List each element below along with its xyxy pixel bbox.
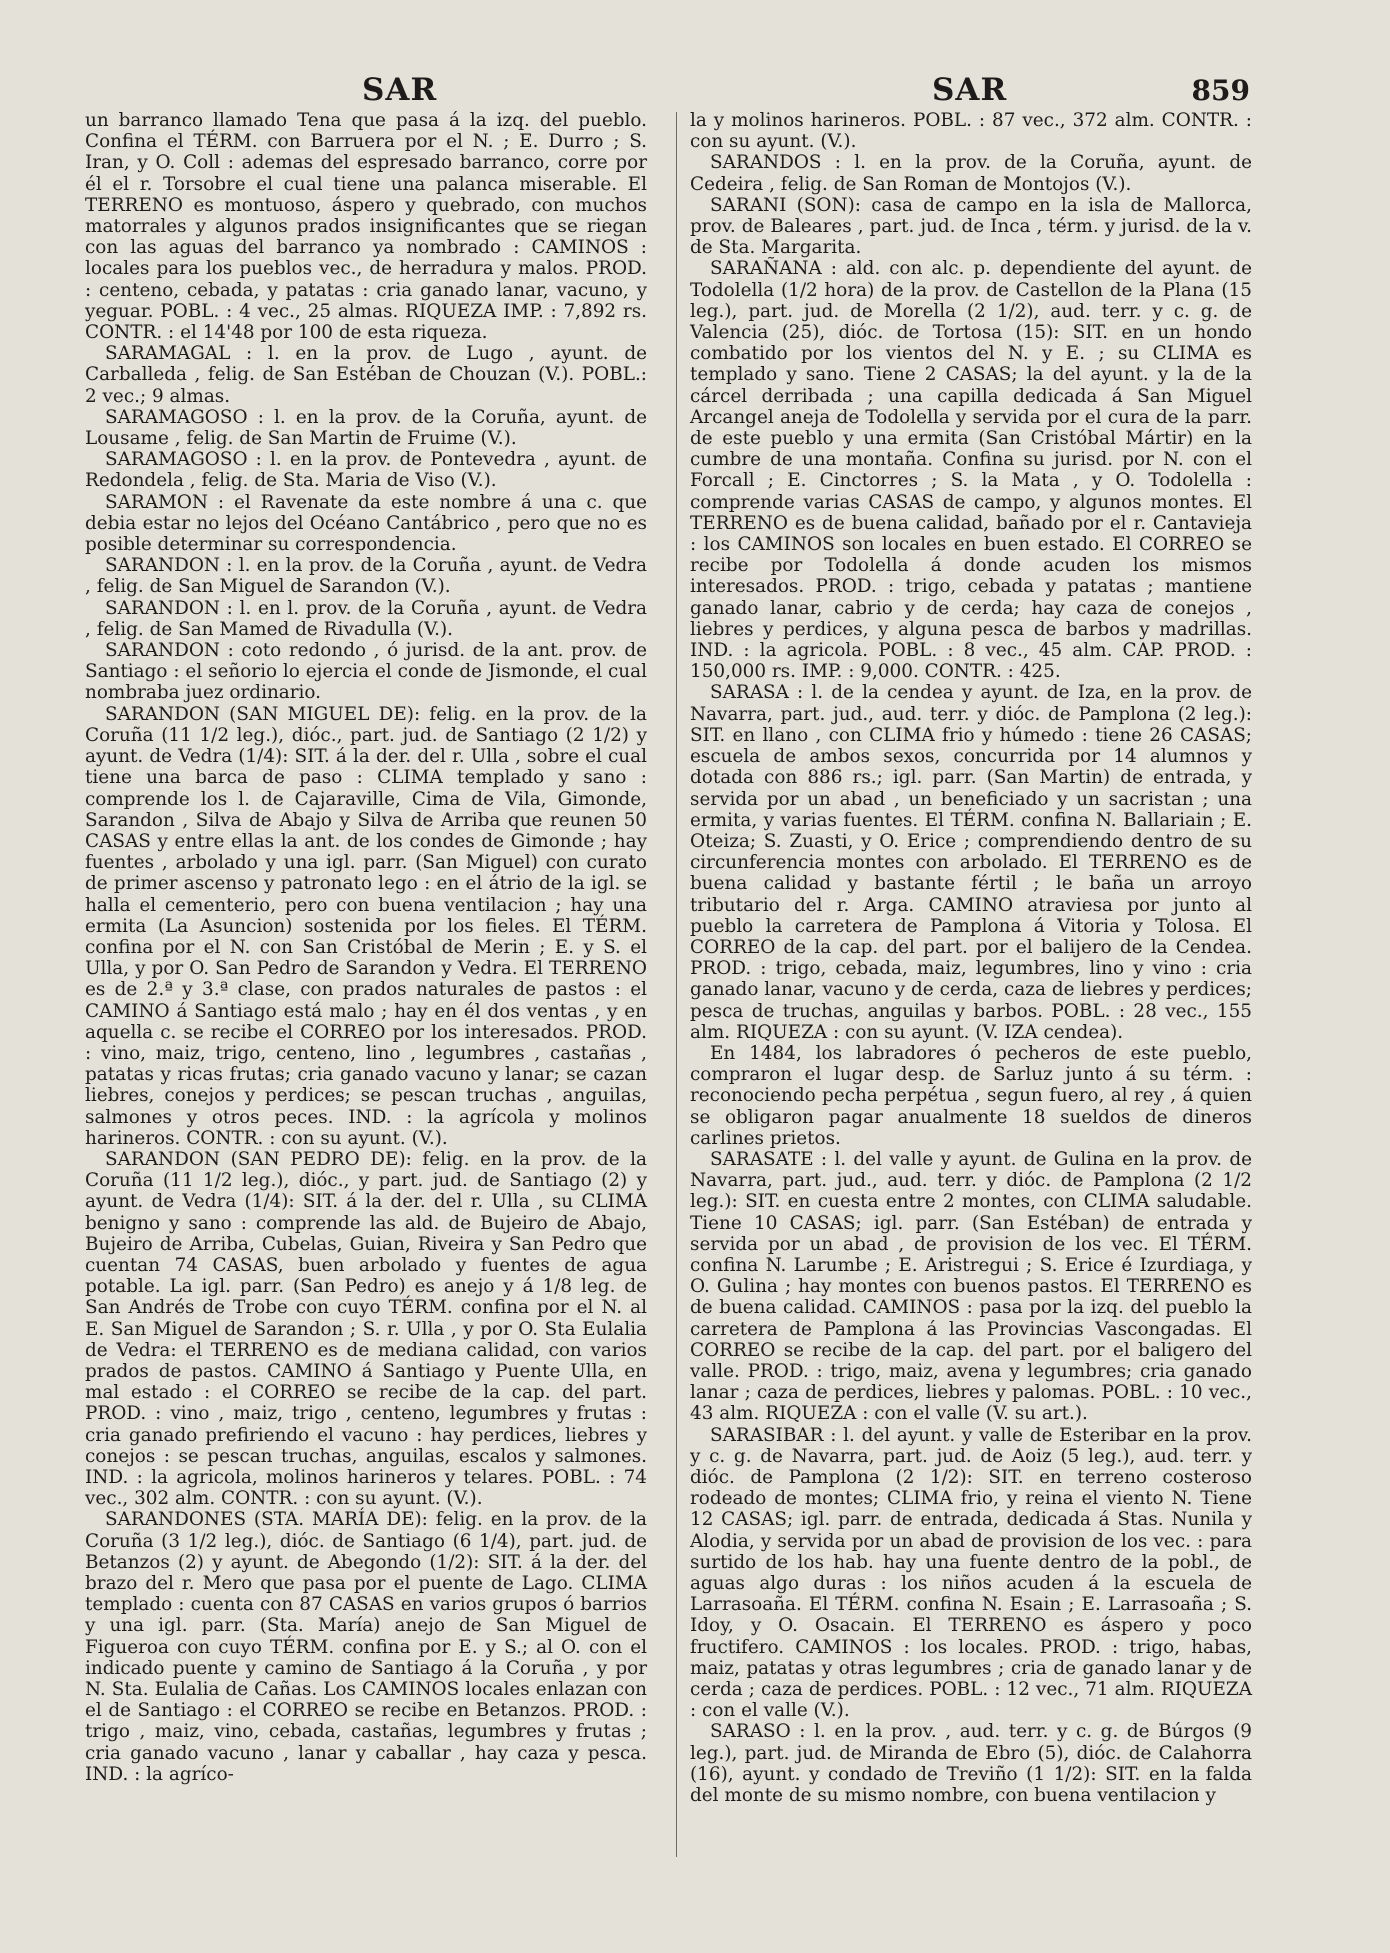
entry-saramagoso-coruna: SARAMAGOSO : l. en la prov. de la Coruña, ayunt. de Lousame , felig. de San Martin de Fruime (V.).: [85, 406, 647, 450]
running-head-left: SAR: [362, 72, 438, 108]
page-number: 859: [1191, 74, 1250, 107]
left-column: [85, 110, 647, 1785]
entry-saramagoso-pontevedra: SARAMAGOSO : l. en la prov. de Pontevedra , ayunt. de Redondela , felig. de Sta. Maria de Viso (V.).: [85, 449, 647, 492]
entry-sarani: SARANI (SON): casa de campo en la isla de Mallorca, prov. de Baleares , part. jud. de Inca , térm. y jurisd. de la v. de Sta. Margarita.: [690, 194, 1252, 259]
entry-continuation: un barranco llamado Tena que pasa á la izq. del pueblo. Confina el TÉRM. con Barruera por el N. ; E. Durro ; S. Iran, y O. Coll : ademas del espresado barranco, corre por él el r. Torsobre el cual tiene una palanca miserable. El TERRENO es montuoso, áspero y quebrado, con muchos matorrales y algunos prados insignificantes que se riegan con las aguas del barranco ya nombrado : CAMINOS : locales para los pueblos vec., de herradura y malos. PROD. : centeno, cebada, y patatas : cria ganado lanar, vacuno, y yeguar. POBL. : 4 vec., 25 almas. RIQUEZA IMP. : 7,892 rs. CONTR. : el 14'48 por 100 de esta riqueza.: [85, 110, 647, 344]
column-divider: [676, 112, 677, 1857]
entry-sarasate: SARASATE : l. del valle y ayunt. de Gulina en la prov. de Navarra, part. jud., aud. terr. y dióc. de Pamplona (2 1/2 leg.): SIT. en cuesta entre 2 montes, con CLIMA saludable. Tiene 10 CASAS; igl. parr. (San Estéban) de entrada y servida por un abad , de provision de los vec. El TÉRM. confina N. Larumbe ; E. Aristregui ; S. Erice é Izurdiaga, y O. Gulina ; hay montes con buenos pastos. El TERRENO es de buena calidad. CAMINOS : pasa por la izq. del pueblo la carretera de Pamplona á las Provincias Vascongadas. El CORREO se recibe de la cap. del part. por el baligero del valle. PROD. : trigo, maiz, avena y legumbres; cria ganado lanar ; caza de perdices, liebres y palomas. POBL. : 10 vec., 43 alm. RIQUEZA : con el valle (V. su art.).: [690, 1148, 1252, 1425]
entry-sarandon-san-pedro: SARANDON (SAN PEDRO DE): felig. en la prov. de la Coruña (11 1/2 leg.), dióc., y part. jud. de Santiago (2) y ayunt. de Vedra (1/4): SIT. á la der. del r. Ulla , su CLIMA benigno y sano : comprende las ald. de Bujeiro de Abajo, Bujeiro de Arriba, Cubelas, Guian, Riveira y San Pedro que cuentan 74 CASAS, buen arbolado y fuentes de agua potable. La igl. parr. (San Pedro) es anejo y á 1/8 leg. de San Andrés de Trobe con cuyo TÉRM. confina por el N. al E. San Miguel de Sarandon ; S. r. Ulla , y por O. Sta Eulalia de Vedra: el TERRENO es de mediana calidad, con varios prados de pastos. CAMINO á Santiago y Puente Ulla, en mal estado : el CORREO se recibe de la cap. del part. PROD. : vino , maiz, trigo , centeno, legumbres y frutas : cria ganado prefiriendo el vacuno : hay perdices, liebres y conejos : se pescan truchas, anguilas, escalos y salmones. IND. : la agricola, molinos harineros y telares. POBL. : 74 vec., 302 alm. CONTR. : con su ayunt. (V.).: [85, 1148, 647, 1510]
entry-sarandon-coto: SARANDON : coto redondo , ó jurisd. de la ant. prov. de Santiago : el señorio lo ejercia el conde de Jismonde, el cual nombraba juez ordinario.: [85, 640, 647, 704]
entry-saraso: SARASO : l. en la prov. , aud. terr. y c. g. de Búrgos (9 leg.), part. jud. de Miranda de Ebro (5), dióc. de Calahorra (16), ayunt. y condado de Treviño (1 1/2): SIT. en la falda del monte de su mismo nombre, con buena ventilacion y: [690, 1721, 1252, 1807]
running-head-right: SAR: [932, 72, 1008, 108]
entry-sarandon-2: SARANDON : l. en l. prov. de la Coruña , ayunt. de Vedra , felig. de San Mamed de Rivadulla (V.).: [85, 597, 647, 640]
entry-sarandon-1: SARANDON : l. en la prov. de la Coruña , ayunt. de Vedra , felig. de San Miguel de Sarandon (V.).: [85, 555, 647, 598]
entry-sarandos: SARANDOS : l. en la prov. de la Coruña, ayunt. de Cedeira , felig. de San Roman de Montojos (V.).: [690, 152, 1252, 195]
entry-saramon: SARAMON : el Ravenate da este nombre á una c. que debia estar no lejos del Océano Cantábrico , pero que no es posible determinar su correspondencia.: [85, 491, 647, 556]
entry-sarasa: SARASA : l. de la cendea y ayunt. de Iza, en la prov. de Navarra, part. jud., aud. terr. y dióc. de Pamplona (2 leg.): SIT. en llano , con CLIMA frio y húmedo : tiene 26 CASAS; escuela de ambos sexos, concurrida por 14 alumnos y dotada con 886 rs.; igl. parr. (San Martin) de entrada, y servida por un abad , un beneficiado y un sacristan ; una ermita, y varias fuentes. El TÉRM. confina N. Ballariain ; E. Oteiza; S. Zuasti, y O. Erice ; comprendiendo dentro de su circunferencia montes con arbolado. El TERRENO es de buena calidad y bastante fértil ; le baña un arroyo tributario del r. Arga. CAMINO atraviesa por junto al pueblo la carretera de Pamplona á Vitoria y Tolosa. El CORREO de la cap. del part. por el balijero de la Cendea. PROD. : trigo, cebada, maiz, legumbres, lino y vino : cria ganado lanar, vacuno y de cerda, caza de liebres y perdices; pesca de truchas, anguilas y barbos. POBL. : 28 vec., 155 alm. RIQUEZA : con su ayunt. (V. IZA cendea).: [690, 682, 1252, 1043]
entry-saramagal: SARAMAGAL : l. en la prov. de Lugo , ayunt. de Carballeda , felig. de San Estéban de Chouzan (V.). POBL.: 2 vec.; 9 almas.: [85, 343, 647, 407]
right-column: [690, 110, 1252, 1806]
entry-saranana: SARAÑANA : ald. con alc. p. dependiente del ayunt. de Todolella (1/2 hora) de la prov. de Castellon de la Plana (15 leg.), part. jud. de Morella (2 1/2), aud. terr. y c. g. de Valencia (25), dióc. de Tortosa (15): SIT. en un hondo combatido por los vientos del N. y E. ; su CLIMA es templado y sano. Tiene 2 CASAS; la del ayunt. y la de la cárcel derribada ; una capilla dedicada á San Miguel Arcangel aneja de Todolella y servida por el cura de la parr. de este pueblo y una ermita (San Cristóbal Mártir) en la cumbre de una montaña. Confina su jurisd. por N. con el Forcall ; E. Cinctorres ; S. la Mata , y O. Todolella : comprende varias CASAS de campo, y algunos montes. El TERRENO es de buena calidad, bañado por el r. Cantavieja : los CAMINOS son locales en buen estado. El CORREO se recibe por Todolella á donde acuden los mismos interesados. PROD. : trigo, cebada y patatas ; mantiene ganado lanar, cabrio y de cerda; hay caza de conejos , liebres y perdices, y alguna pesca de barbos y madrillas. IND. : la agricola. POBL. : 8 vec., 45 alm. CAP. PROD. : 150,000 rs. IMP. : 9,000. CONTR. : 425.: [690, 258, 1252, 683]
entry-continuation: la y molinos harineros. POBL. : 87 vec., 372 alm. CONTR. : con su ayunt. (V.).: [690, 110, 1252, 153]
entry-sarasa-history: En 1484, los labradores ó pecheros de este pueblo, compraron el lugar desp. de Sarluz junto á su térm. : reconociendo pecha perpétua , segun fuero, al rey , á quien se obligaron pagar anualmente 18 sueldos de dineros carlines prietos.: [690, 1042, 1252, 1149]
entry-sarasibar: SARASIBAR : l. del ayunt. y valle de Esteribar en la prov. y c. g. de Navarra, part. jud. de Aoiz (5 leg.), aud. terr. y dióc. de Pamplona (2 1/2): SIT. en terreno costeroso rodeado de montes; CLIMA frio, y reina el viento N. Tiene 12 CASAS; igl. parr. de entrada, dedicada á Stas. Nunila y Alodia, y servida por un abad de provision de los vec. : para surtido de los hab. hay una fuente dentro de la pobl., de aguas algo duras : los niños acuden á la escuela de Larrasoaña. El TÉRM. confina N. Esain ; E. Larrasoaña ; S. Idoy, y O. Osacain. El TERRENO es áspero y poco fructifero. CAMINOS : los locales. PROD. : trigo, habas, maiz, patatas y otras legumbres ; cria de ganado lanar y de cerda ; caza de perdices. POBL. : 12 vec., 71 alm. RIQUEZA : con el valle (V.).: [690, 1424, 1252, 1722]
entry-sarandones: SARANDONES (STA. MARÍA DE): felig. en la prov. de la Coruña (3 1/2 leg.), dióc. de Santiago (6 1/4), part. jud. de Betanzos (2) y ayunt. de Abegondo (1/2): SIT. á la der. del brazo del r. Mero que pasa por el puente de Lago. CLIMA templado : cuenta con 87 CASAS en varios grupos ó barrios y una igl. parr. (Sta. María) anejo de San Miguel de Figueroa con cuyo TÉRM. confina por E. y S.; al O. con el indicado puente y camino de Santiago á la Coruña , y por N. Sta. Eulalia de Cañas. Los CAMINOS locales enlazan con el de Santiago : el CORREO se recibe en Betanzos. PROD. : trigo , maiz, vino, cebada, castañas, legumbres y frutas ; cria ganado vacuno , lanar y caballar , hay caza y pesca. IND. : la agríco-: [85, 1509, 647, 1785]
entry-sarandon-san-miguel: SARANDON (SAN MIGUEL DE): felig. en la prov. de la Coruña (11 1/2 leg.), dióc., part. jud. de Santiago (2 1/2) y ayunt. de Vedra (1/4): SIT. á la der. del r. Ulla , sobre el cual tiene una barca de paso : CLIMA templado y sano : comprende los l. de Cajaraville, Cima de Vila, Gimonde, Sarandon , Silva de Abajo y Silva de Arriba que reunen 50 CASAS y entre ellas la ant. de los condes de Gimonde ; hay fuentes , arbolado y una igl. parr. (San Miguel) con curato de primer ascenso y patronato lego : en el átrio de la igl. se halla el cementerio, pero con buena ventilacion ; hay una ermita (La Asuncion) sostenida por los fieles. El TÉRM. confina por el N. con San Cristóbal de Merin ; E. y S. el Ulla, y por O. San Pedro de Sarandon y Vedra. El TERRENO es de 2.ª y 3.ª clase, con prados naturales de pastos : el CAMINO á Santiago está malo ; hay en él dos ventas , y en aquella c. se recibe el CORREO por los interesados. PROD. : vino, maiz, trigo, centeno, lino , legumbres , castañas , patatas y ricas frutas; cria ganado vacuno y lanar; se cazan liebres, conejos y perdices; se pescan truchas , anguilas, salmones y otros peces. IND. : la agrícola y molinos harineros. CONTR. : con su ayunt. (V.).: [85, 703, 647, 1149]
